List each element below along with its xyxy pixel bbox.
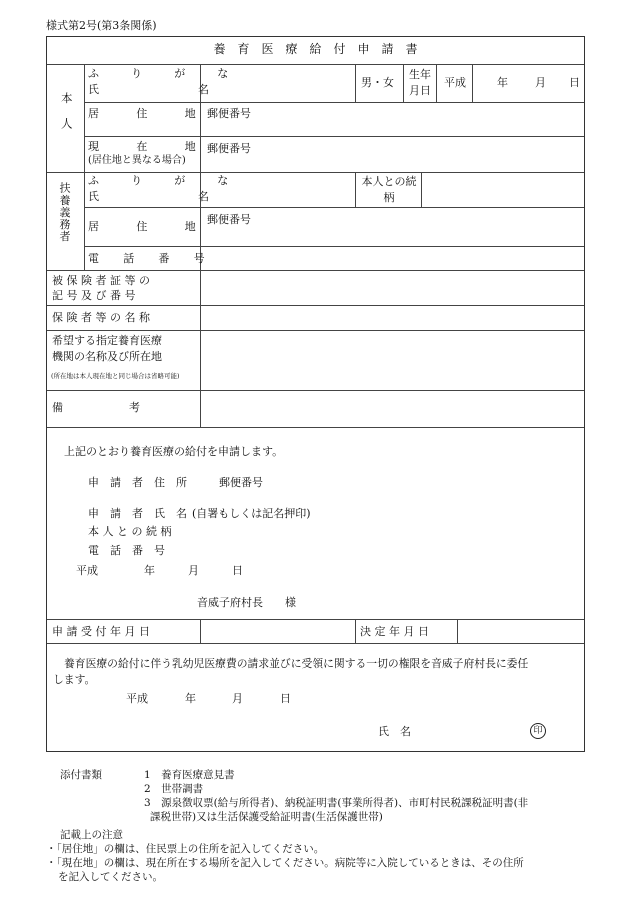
honin-postal[interactable]: 郵便番号: [207, 107, 251, 120]
insurance-number-label-1: 被 保 険 者 証 等 の: [52, 274, 150, 287]
honin-name-label: 氏 名: [88, 83, 226, 96]
attachment-item: 3 源泉徴収票(給与所得者)、納税証明書(事業所得者)、市町村民税課税証明書(非: [144, 797, 529, 809]
guardian-name-label: 氏 名: [88, 190, 226, 203]
attachment-item: 課税世帯)又は生活保護受給証明書(生活保護世帯): [150, 811, 383, 823]
guardian-postal[interactable]: 郵便番号: [207, 213, 251, 226]
birth-day: 日: [569, 76, 580, 89]
note-item: ・「居住地」の欄は、住民票上の住所を記入してください。: [46, 843, 325, 855]
applicant-address-label: 申 請 者 住 所: [88, 476, 187, 489]
delegation-name-label: 氏 名: [378, 725, 411, 738]
seal-mark: 印: [530, 723, 546, 739]
guardian-furigana-label: ふ り が な: [88, 174, 243, 187]
form-number: 様式第2号(第3条関係): [46, 19, 157, 32]
honin-section-label: 本人: [59, 92, 74, 143]
applicant-relation-label: 本 人 と の 続 柄: [88, 525, 172, 538]
delegation-text-2: します。: [53, 673, 96, 686]
guardian-address-label: 居 住 地: [88, 220, 209, 233]
guardian-phone-label: 電 話 番 号: [88, 252, 212, 265]
application-form: [46, 36, 585, 752]
honin-address-label: 居 住 地: [88, 107, 209, 120]
delegation-year: 年: [185, 692, 196, 705]
note-item: ・「現在地」の欄は、現在所在する場所を記入してください。病院等に入院しているときは、その住所: [46, 857, 524, 869]
delegation-month: 月: [232, 692, 243, 705]
declaration-era: 平成: [76, 564, 98, 577]
delegation-day: 日: [280, 692, 291, 705]
institution-label-1: 希望する指定養育医療: [52, 334, 162, 347]
addressee: 音威子府村長 様: [197, 596, 296, 609]
declaration-month: 月: [188, 564, 199, 577]
applicant-phone-label: 電 話 番 号: [88, 544, 165, 557]
attachment-item: 2 世帯調書: [144, 783, 204, 795]
signature-note: (自署もしくは記名押印): [192, 507, 311, 520]
institution-note: (所在地は本人現在地と同じ場合は省略可能): [51, 372, 180, 380]
institution-label-2: 機関の名称及び所在地: [52, 350, 162, 363]
declaration-year: 年: [144, 564, 155, 577]
honin-furigana-label: ふ り が な: [88, 67, 243, 80]
birth-year: 年: [497, 76, 508, 89]
decision-date-label: 決 定 年 月 日: [360, 625, 429, 638]
applicant-postal[interactable]: 郵便番号: [219, 476, 263, 489]
birth-date-label: 生年月日: [409, 68, 431, 97]
insurance-number-label-2: 記 号 及 び 番 号: [52, 289, 136, 302]
receipt-date-label: 申 請 受 付 年 月 日: [52, 625, 150, 638]
birth-era: 平成: [444, 76, 466, 89]
birth-month: 月: [535, 76, 546, 89]
form-title: 養 育 医 療 給 付 申 請 書: [213, 42, 418, 56]
guardian-section-label: 扶養義務者: [58, 182, 71, 243]
delegation-text-1: 養育医療の給付に伴う乳幼児医療費の請求並びに受領に関する一切の権限を音威子府村長に委任: [64, 657, 529, 670]
note-item: を記入してください。: [58, 871, 163, 883]
delegation-era: 平成: [126, 692, 148, 705]
applicant-name-label: 申 請 者 氏 名: [88, 507, 187, 520]
declaration-text: 上記のとおり養育医療の給付を申請します。: [64, 445, 284, 458]
notes-label: 記載上の注意: [60, 829, 123, 841]
current-location-note: (居住地と異なる場合): [88, 155, 186, 166]
remarks-label: 備 考: [52, 401, 140, 414]
current-postal[interactable]: 郵便番号: [207, 142, 251, 155]
attachments-label: 添付書類: [60, 769, 102, 781]
attachment-item: 1 養育医療意見書: [144, 769, 235, 781]
sex-options[interactable]: 男・女: [361, 76, 394, 89]
guardian-relation-label: 本人との続柄: [361, 175, 417, 204]
insurer-label: 保 険 者 等 の 名 称: [52, 311, 150, 324]
current-location-label: 現 在 地: [88, 140, 209, 153]
declaration-day: 日: [232, 564, 243, 577]
